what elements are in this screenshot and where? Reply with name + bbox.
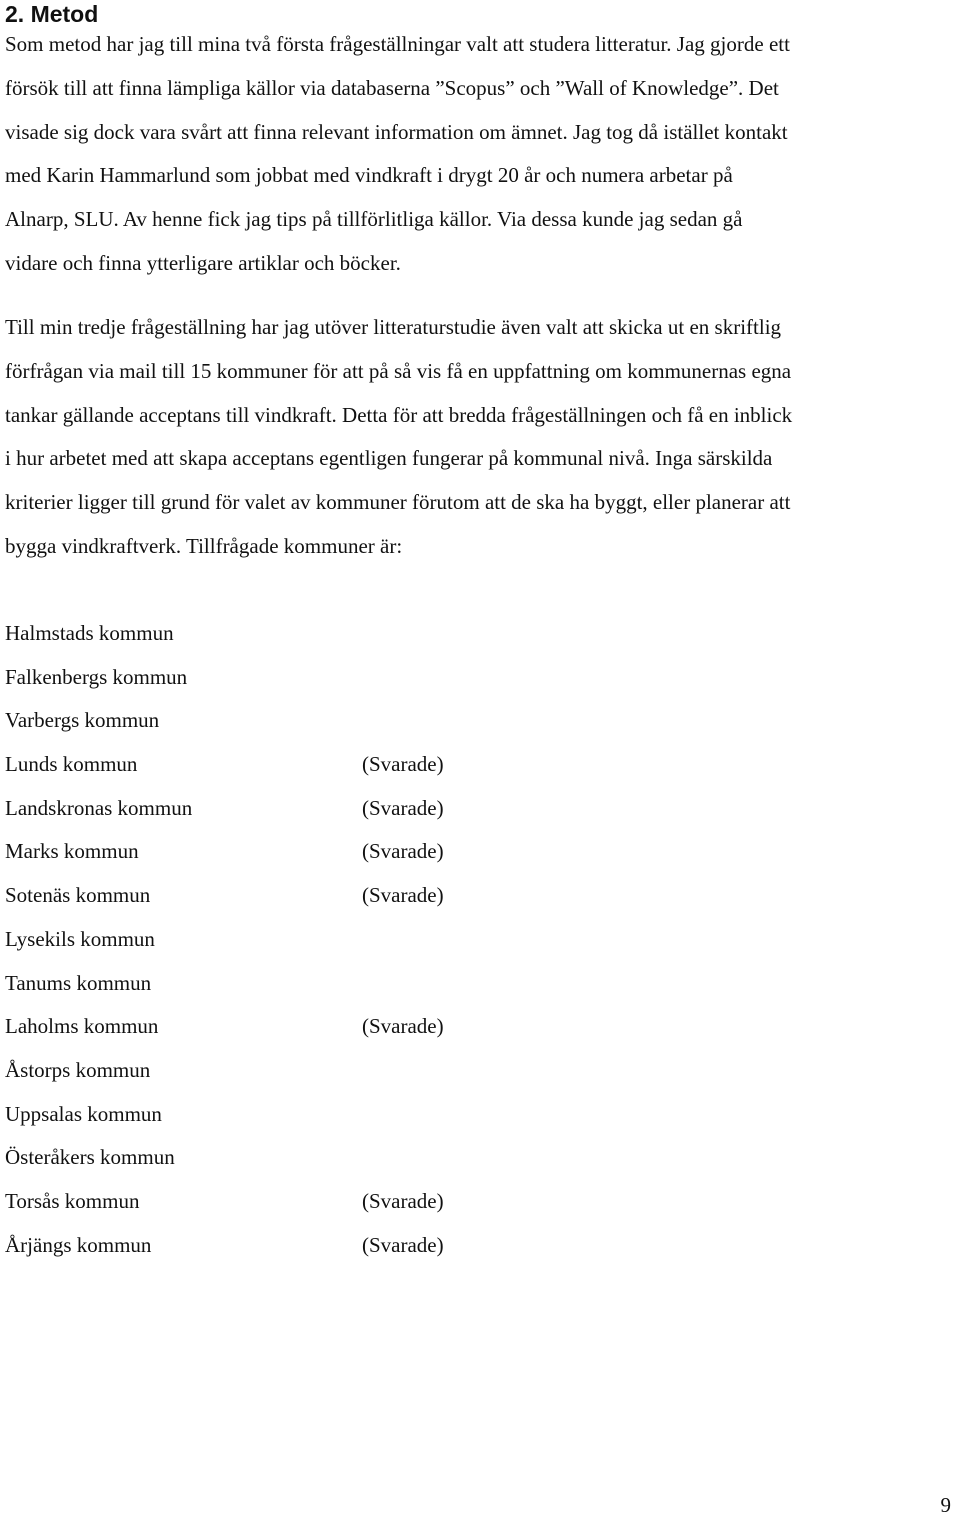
paragraph-line: Alnarp, SLU. Av henne fick jag tips på tillförlitliga källor. Via dessa kunde jag sedan gå: [5, 207, 743, 232]
response-status: (Svarade): [362, 752, 444, 777]
municipality-name: Uppsalas kommun: [5, 1101, 162, 1126]
response-status: (Svarade): [362, 839, 444, 864]
municipality-name: Lysekils kommun: [5, 926, 155, 951]
paragraph-line: visade sig dock vara svårt att finna relevant information om ämnet. Jag tog då istället kontakt: [5, 119, 788, 144]
paragraph-line: vidare och finna ytterligare artiklar och böcker.: [5, 250, 401, 275]
response-status: (Svarade): [362, 1188, 444, 1213]
paragraph-method-survey: [5, 306, 957, 569]
page-number: 9: [940, 1493, 951, 1517]
response-status: (Svarade): [362, 1014, 444, 1039]
municipality-name: Sotenäs kommun: [5, 883, 151, 908]
response-status: (Svarade): [362, 795, 444, 820]
paragraph-line: tankar gällande acceptans till vindkraft. Detta för att bredda frågeställningen och få en inblick: [5, 402, 793, 427]
municipality-name: Tanums kommun: [5, 970, 152, 995]
municipality-name: Landskronas kommun: [5, 795, 193, 820]
paragraph-line: förfrågan via mail till 15 kommuner för att på så vis få en uppfattning om kommunernas egna: [5, 358, 792, 383]
municipality-name: Halmstads kommun: [5, 621, 174, 645]
paragraph-line: kriterier ligger till grund för valet av kommuner förutom att de ska ha byggt, eller planerar att: [5, 490, 791, 515]
municipality-name: Österåkers kommun: [5, 1145, 175, 1170]
municipality-name: Laholms kommun: [5, 1014, 159, 1039]
paragraph-line: Till min tredje frågeställning har jag utöver litteraturstudie även valt att skicka ut en skriftlig: [5, 315, 782, 339]
paragraph-line: försök till att finna lämpliga källor via databaserna ”Scopus” och ”Wall of Knowledge”. Det: [5, 75, 779, 100]
municipality-name: Årjängs kommun: [5, 1232, 152, 1257]
section-heading: 2. Metod: [5, 1, 99, 27]
paragraph-line: i hur arbetet med att skapa acceptans egentligen fungerar på kommunal nivå. Inga särskilda: [5, 446, 773, 471]
paragraph-line: bygga vindkraftverk. Tillfrågade kommuner är:: [5, 533, 403, 558]
municipality-name: Varbergs kommun: [5, 708, 160, 733]
municipality-name: Åstorps kommun: [5, 1057, 151, 1082]
municipality-name: Marks kommun: [5, 839, 139, 864]
paragraph-method-literature: [5, 23, 957, 286]
municipality-name: Torsås kommun: [5, 1188, 140, 1213]
municipality-name: Falkenbergs kommun: [5, 664, 188, 689]
response-status: (Svarade): [362, 1232, 444, 1257]
paragraph-line: Som metod har jag till mina två första frågeställningar valt att studera litteratur. Jag gjorde ett: [5, 32, 790, 56]
paragraph-line: med Karin Hammarlund som jobbat med vindkraft i drygt 20 år och numera arbetar på: [5, 163, 733, 188]
response-status: (Svarade): [362, 883, 444, 908]
municipality-name: Lunds kommun: [5, 752, 138, 777]
